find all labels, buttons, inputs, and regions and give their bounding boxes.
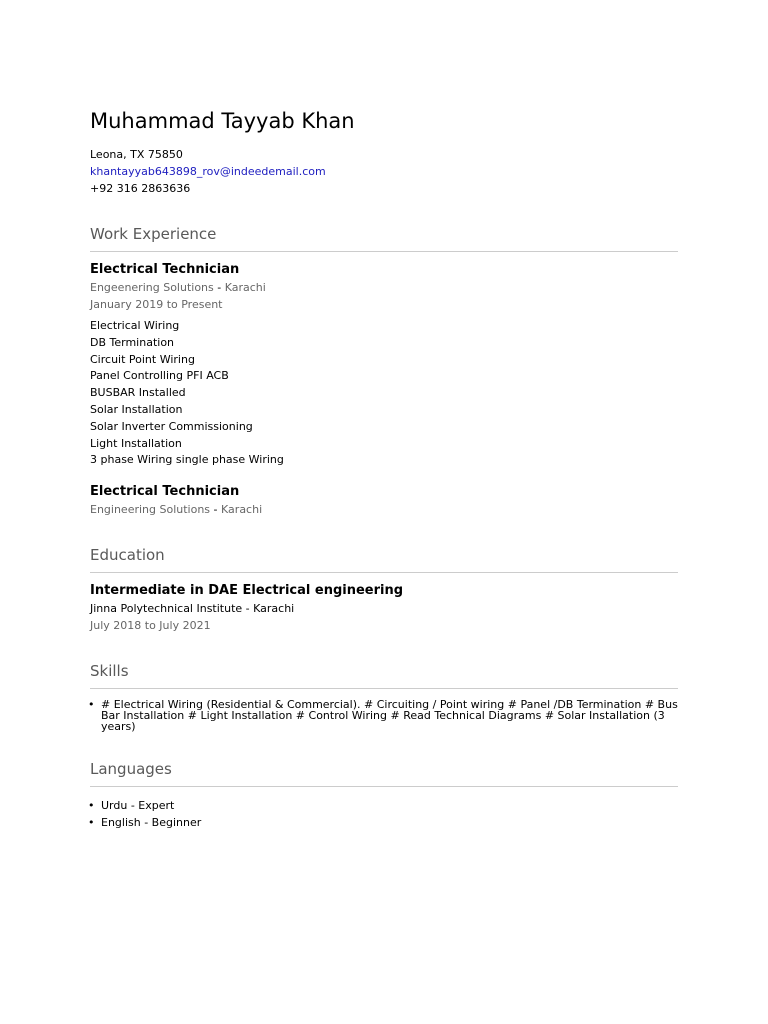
list-item: Panel Controlling PFI ACB [90,369,229,383]
job-entry [90,261,678,469]
job-company-line [90,501,678,518]
candidate-name: Muhammad Tayyab Khan [90,109,355,133]
job-location: Karachi [224,281,266,294]
skills-section [90,660,678,732]
job-separator: - [217,281,222,294]
list-item: • Urdu - Expert [90,797,678,814]
list-item: 3 phase Wiring single phase Wiring [90,453,284,467]
degree-title: Intermediate in DAE Electrical engineering [90,583,404,599]
work-experience-heading: Work Experience [90,223,678,252]
list-item: DB Termination [90,335,175,349]
education-dates: July 2018 to July 2021 [90,619,211,633]
list-item: • English - Beginner [90,814,678,831]
skills-list [90,699,678,732]
job-location: Karachi [221,503,263,517]
email-link[interactable]: khantayyab643898_rov@indeedemail.com [90,165,326,178]
list-item: • # Electrical Wiring (Residential & Commercial). # Circuiting / Point wiring # Panel /DB Termination # Bus Bar Installation # Light Installation # Control Wiring # Read Technical Diagrams # Solar Installation (3 years) [90,699,678,732]
email-line [90,163,678,180]
list-item: Circuit Point Wiring [90,352,195,366]
job-entry [90,483,678,518]
job-separator: - [213,503,218,517]
education-section [90,544,678,634]
list-item: Solar Inverter Commissioning [90,419,253,433]
job-title: Electrical Technician [90,262,240,277]
list-item: BUSBAR Installed [90,386,186,400]
education-heading: Education [90,544,678,573]
job-dates: January 2019 to Present [90,298,223,311]
school-name: Jinna Polytechnical Institute - Karachi [90,602,295,616]
education-entry [90,582,678,634]
location-text: Leona, TX 75850 [90,148,183,161]
languages-section [90,758,678,831]
work-experience-section [90,223,678,518]
job-company-line [90,279,678,296]
list-item: Solar Installation [90,402,183,416]
list-item: Light Installation [90,436,182,450]
job-company: Engineering Solutions [90,503,211,517]
resume-header [90,106,678,197]
job-title: Electrical Technician [90,484,240,500]
list-item: Electrical Wiring [90,319,180,332]
languages-heading: Languages [90,758,678,787]
resume [90,106,678,831]
languages-list [90,797,678,831]
job-duties-list [90,318,678,469]
skills-heading: Skills [90,660,678,689]
job-company: Engeenering Solutions [90,281,214,294]
phone-text: +92 316 2863636 [90,182,191,195]
